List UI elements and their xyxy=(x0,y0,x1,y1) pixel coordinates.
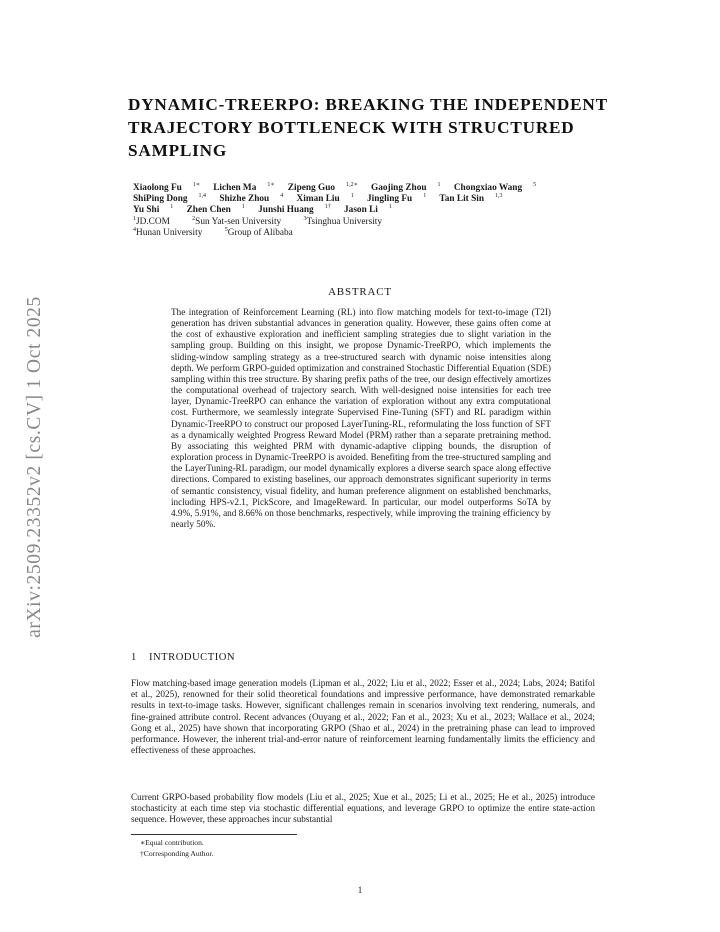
footnote-divider xyxy=(131,834,297,835)
abstract-text: The integration of Reinforcement Learning (RL) into flow matching models for text-to-image (T2I) generation has driven substantial advances in generation quality. However, these gains often come at the cost of exhaustive exploration and inefficient sampling strategies due to slight variation in the sampling group. Building on this insight, we propose Dynamic-TreeRPO, which implements the sliding-window sampling strategy as a tree-structured search with dynamic noise intensities along depth. We perform GRPO-guided optimization and constrained Stochastic Differential Equation (SDE) sampling within this tree structure. By sharing prefix paths of the tree, our design effectively amortizes the computational overhead of trajectory search. With well-designed noise intensities for each tree layer, Dynamic-TreeRPO can enhance the variation of exploration without any extra computational cost. Furthermore, we seamlessly integrate Supervised Fine-Tuning (SFT) and RL paradigm within Dynamic-TreeRPO to construct our proposed LayerTuning-RL, reformulating the loss function of SFT as a dynamically weighted Progress Reward Model (PRM) rather than a separate pretraining method. By associating this weighted PRM with dynamic-adaptive clipping bounds, the disruption of exploration process in Dynamic-TreeRPO is avoided. Benefiting from the tree-structured sampling and the LayerTuning-RL paradigm, our model dynamically explores a diverse search space along effective directions. Compared to existing baselines, our approach demonstrates significant superiority in terms of semantic consistency, visual fidelity, and human preference alignment on established benchmarks, including HPS-v2.1, PickScore, and ImageReward. In particular, our model outperforms SoTA by 4.9%, 5.91%, and 8.66% on those benchmarks, respectively, while improving the training efficiency by nearly 50%. xyxy=(171,307,551,529)
author: Junshi Huang $^{1\dagger}$ xyxy=(258,204,331,216)
author: Chongxiao Wang $^5$ xyxy=(453,182,537,193)
affiliation-row-2 xyxy=(133,228,603,239)
page-number: 1 xyxy=(357,885,363,895)
author: Zhen Chen $^1$ xyxy=(186,204,245,216)
section-number: 1 xyxy=(131,652,137,663)
section-heading xyxy=(131,652,235,663)
author: Gaojing Zhou $^1$ xyxy=(370,182,441,193)
affiliation-row-1 xyxy=(133,217,603,228)
affiliation: $^3$Tsinghua University xyxy=(303,215,383,227)
author: Ximan Liu $^1$ xyxy=(296,193,354,205)
author-row-3 xyxy=(133,205,603,216)
intro-paragraph-1: Flow matching-based image generation models (Lipman et al., 2022; Liu et al., 2022; Esser et al., 2024; Labs, 2024; Batifol et al., 2025), renowned for their solid theoretical foundations and impressive performance, have demonstrated remarkable results in text-to-image tasks. However, significant challenges remain in scenarios involving text rendering, numerals, and fine-grained attribute control. Recent advances (Ouyang et al., 2022; Fan et al., 2023; Xu et al., 2023; Wallace et al., 2024; Gong et al., 2025) have shown that incorporating GRPO (Shao et al., 2024) in the pretraining phase can lead to improved performance. However, the inherent trial-and-error nature of reinforcement learning fundamentally limits the efficiency and effectiveness of these approaches. xyxy=(131,678,595,756)
author: Jason Li $^1$ xyxy=(344,204,392,216)
affiliation: $^4$Hunan University xyxy=(133,226,203,238)
section-title: INTRODUCTION xyxy=(149,652,236,663)
author: ShiPing Dong $^{1,4}$ xyxy=(133,193,207,205)
author-block xyxy=(133,183,603,239)
author: Shizhe Zhou $^4$ xyxy=(219,193,284,205)
author-row-2 xyxy=(133,194,603,205)
intro-paragraph-2: Current GRPO-based probability flow models (Liu et al., 2025; Xue et al., 2025; Li et al., 2025; He et al., 2025) introduce stochasticity at each time step via stochastic differential equations, and leverage GRPO to optimize the entire state-action sequence. However, these approaches incur substantial xyxy=(131,792,595,825)
arxiv-id-text: arXiv:2509.23352v2 [cs.CV] 1 Oct 2025 xyxy=(24,296,45,638)
paper-title: DYNAMIC-TREERPO: BREAKING THE INDEPENDENT TRAJECTORY BOTTLENECK WITH STRUCTURED SAMPLING xyxy=(128,95,608,160)
author: Lichen Ma $^{1∗}$ xyxy=(213,182,275,193)
affiliation: $^1$JD.COM xyxy=(133,215,170,227)
footnote-corresponding-author: †Corresponding Author. xyxy=(140,849,214,858)
footnote-equal-contribution: ∗Equal contribution. xyxy=(140,838,204,847)
author: Tan Lit Sin $^{1,3}$ xyxy=(439,193,503,205)
affiliation: $^2$Sun Yat-sen University xyxy=(192,215,282,227)
author: Zipeng Guo $^{1,2∗}$ xyxy=(287,182,358,193)
author: Xiaolong Fu $^{1∗}$ xyxy=(133,182,200,193)
abstract-heading: ABSTRACT xyxy=(328,286,392,298)
arxiv-identifier xyxy=(8,262,62,672)
author: Jingling Fu $^1$ xyxy=(367,193,427,205)
author: Yu Shi $^1$ xyxy=(133,204,174,216)
affiliation: $^5$Group of Alibaba xyxy=(224,226,293,238)
